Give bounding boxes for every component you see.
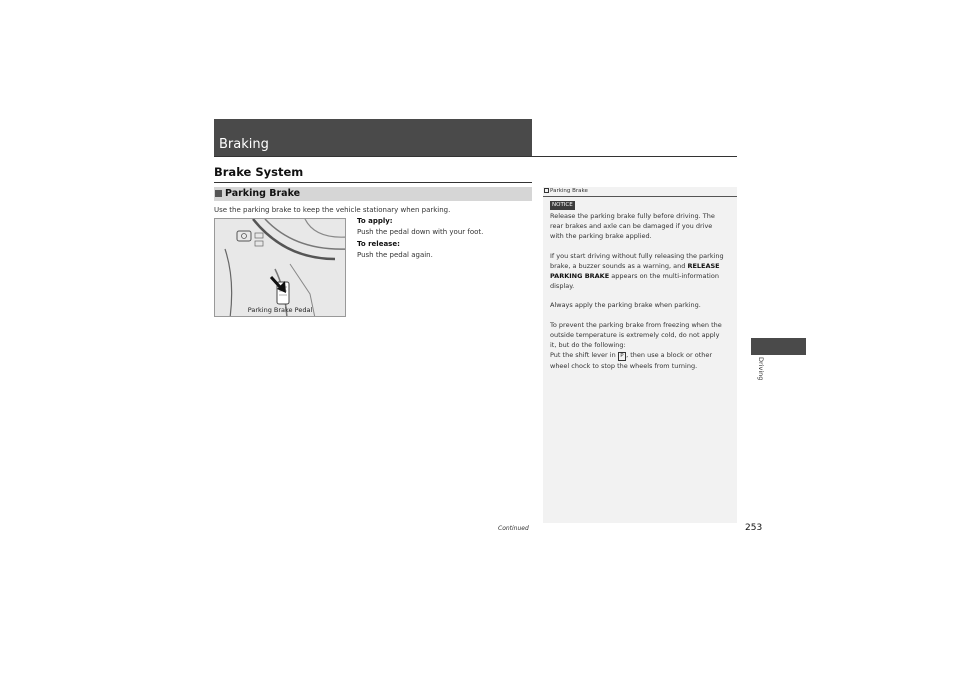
sidebar-line: display.	[550, 282, 575, 290]
sidebar-line: Release the parking brake fully before driving. The	[550, 212, 715, 220]
sidebar-text: , then use a block or other	[626, 351, 713, 359]
square-bullet-icon	[215, 190, 222, 197]
chapter-tab[interactable]	[751, 338, 806, 355]
sidebar-para-2	[550, 251, 732, 291]
release-text: Push the pedal again.	[357, 251, 433, 259]
parking-brake-figure	[214, 218, 346, 317]
sidebar-line	[550, 261, 732, 271]
sidebar-line	[550, 350, 732, 361]
release-label: To release:	[357, 240, 400, 248]
sidebar-line: rear brakes and axle can be damaged if you drive	[550, 222, 713, 230]
section-rule	[214, 182, 532, 183]
figure-caption: Parking Brake Pedal	[247, 306, 313, 314]
shift-p-key-icon: P	[618, 352, 626, 361]
sidebar-bold-text: RELEASE	[687, 262, 720, 270]
notice-badge: NOTICE	[552, 202, 573, 208]
sidebar-para-3: Always apply the parking brake when parking.	[550, 301, 701, 309]
sidebar-line: To prevent the parking brake from freezing when the	[550, 321, 722, 329]
sidebar-para-4	[550, 320, 732, 371]
reference-icon	[544, 188, 549, 193]
sidebar-text: brake, a buzzer sounds as a warning, and	[550, 262, 688, 270]
section-title: Brake System	[214, 165, 304, 179]
sidebar-rule	[543, 196, 737, 197]
sidebar-para-1	[550, 211, 732, 241]
page-number: 253	[745, 523, 763, 533]
sidebar-ref-text: Parking Brake	[550, 188, 588, 194]
apply-label: To apply:	[357, 217, 393, 225]
subsection-title: Parking Brake	[225, 188, 301, 199]
parking-brake-pedal-illustration	[215, 219, 346, 317]
sidebar-line: If you start driving without fully releasing the parking	[550, 252, 724, 260]
intro-text: Use the parking brake to keep the vehicle stationary when parking.	[214, 206, 451, 214]
continued-label: Continued	[498, 525, 529, 532]
sidebar-line: with the parking brake applied.	[550, 232, 652, 240]
apply-text: Push the pedal down with your foot.	[357, 228, 484, 236]
sidebar-line: it, but do the following:	[550, 341, 626, 349]
sidebar-reference	[544, 188, 588, 195]
sidebar-line	[550, 271, 732, 281]
sidebar-line: wheel chock to stop the wheels from turning.	[550, 362, 698, 370]
sidebar-line: outside temperature is extremely cold, do not apply	[550, 331, 720, 339]
chapter-tab-label: Driving	[757, 357, 765, 381]
sidebar-text: Put the shift lever in	[550, 351, 618, 359]
chapter-rule	[214, 156, 737, 157]
chapter-title: Braking	[219, 137, 269, 152]
sidebar-bold-text: PARKING BRAKE	[550, 272, 610, 280]
sidebar-text: appears on the multi-information	[609, 272, 719, 280]
